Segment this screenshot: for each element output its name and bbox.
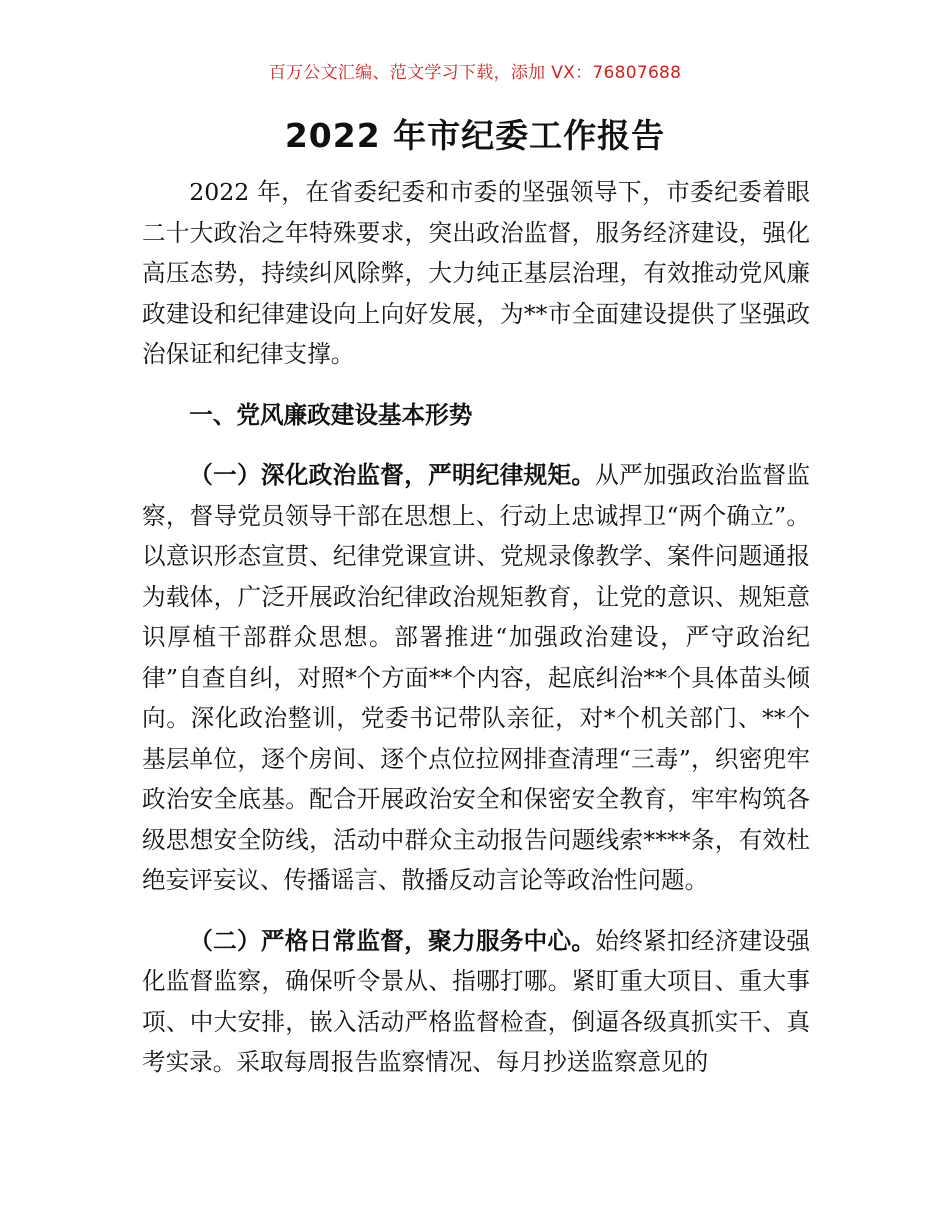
subsection-text-1: 从严加强政治监督监察，督导党员领导干部在思想上、行动上忠诚捍卫“两个确立”。以意识形态宣贯、纪律党课宣讲、党规录像教学、案件问题通报为载体，广泛开展政治纪律政治规矩教育，让党的意识、规矩意识厚植干部群众思想。部署推进“加强政治建设，严守政治纪律”自查自纠，对照*个方面**个内容，起底纠治**个具体苗头倾向。深化政治整训，党委书记带队亲征，对*个机关部门、**个基层单位，逐个房间、逐个点位拉网排查清理“三毒”，织密兜牢政治安全底基。配合开展政治安全和保密安全教育，牢牢构筑各级思想安全防线，活动中群众主动报告问题线索****条，有效杜绝妄评妄议、传播谣言、散播反动言论等政治性问题。	[142, 461, 810, 894]
document-title: 2022 年市纪委工作报告	[284, 116, 666, 155]
subsection-lead-1: （一）深化政治监督，严明纪律规矩。	[189, 461, 596, 489]
subsection-lead-2: （二）严格日常监督，聚力服务中心。	[189, 926, 596, 955]
subsection-text-2: 始终紧扣经济建设强化监督监察，确保听令景从、指哪打哪。紧盯重大项目、重大事项、中大安排，嵌入活动严格监督检查，倒逼各级真抓实干、真考实录。采取每周报告监察情况、每月抄送监察意见的	[142, 926, 810, 1076]
subsection-paragraph-2	[142, 921, 810, 1083]
header-note: 百万公文汇编、范文学习下载，添加 VX：76807688	[268, 63, 682, 83]
document-body	[142, 172, 810, 1083]
subsection-paragraph-1	[142, 455, 810, 901]
intro-paragraph: 2022 年，在省委纪委和市委的坚强领导下，市委纪委着眼二十大政治之年特殊要求，突出政治监督，服务经济建设，强化高压态势，持续纠风除弊，大力纯正基层治理，有效推动党风廉政建设和纪律建设向上向好发展，为**市全面建设提供了坚强政治保证和纪律支撑。	[142, 178, 810, 368]
section-heading: 一、党风廉政建设基本形势	[189, 400, 473, 429]
